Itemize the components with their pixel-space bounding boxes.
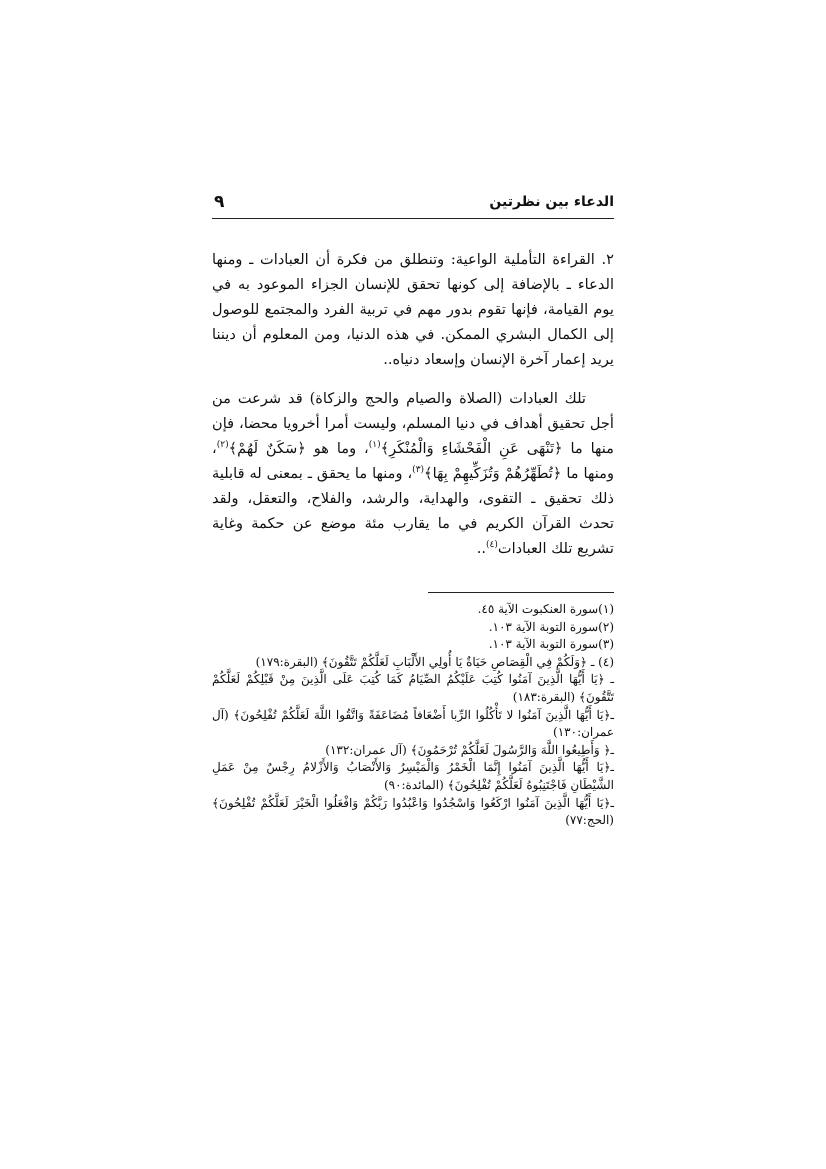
footnote-4-verse-6: ـ﴿يَا أَيُّهَا الَّذِينَ آمَنُوا ارْكَعُوا وَاسْجُدُوا وَاعْبُدُوا رَبَّكُمْ وَافْعَلُوا الْخَيْرَ لَعَلَّكُمْ تُفْلِحُونَ﴾ (الحج:٧٧) xyxy=(212,795,614,828)
footnote-ref-2: (٢) xyxy=(216,440,229,451)
page-number: ٩ xyxy=(214,192,225,212)
footnote-4-verse-5: ـ﴿يَا أَيُّهَا الَّذِينَ آمَنُوا إِنَّمَا الْخَمْرُ وَالْمَيْسِرُ وَالأَنْصَابُ وَالأَزْلامُ رِجْسٌ مِنْ عَمَلِ الشَّيْطَانِ فَاجْتَنِبُوهُ لَعَلَّكُمْ تُفْلِحُونَ﴾ (المائدة:٩٠) xyxy=(212,760,614,792)
footnote-4-verse-4: ـ﴿ وَأَطِيعُوا اللَّهَ وَالرَّسُولَ لَعَلَّكُمْ تُرْحَمُونَ﴾ (آل عمران:١٣٢) xyxy=(325,742,614,757)
running-title: الدعاء بين نظرتين xyxy=(489,194,614,210)
footnote-2: (٢)سورة التوبة الآية ١٠٣. xyxy=(488,619,614,634)
footnote-3: (٣)سورة التوبة الآية ١٠٣. xyxy=(488,637,614,652)
quran-quote-1: ﴿تَنْهَى عَنِ الْفَحْشَاءِ وَالْمُنْكَرِ﴾ xyxy=(380,440,563,457)
footnote-4-verse-2: ـ ﴿يَا أَيُّهَا الَّذِينَ آمَنُوا كُتِبَ عَلَيْكُمُ الصِّيَامُ كَمَا كُتِبَ عَلَى الَّذِينَ مِنْ قَبْلِكُمْ لَعَلَّكُمْ تَتَّقُونَ﴾ (البقرة:١٨٣) xyxy=(212,672,614,704)
footnote-ref-3: (٣) xyxy=(412,465,425,476)
paragraph-2-text-e: .. xyxy=(476,540,486,557)
paragraph-2-text-c: ، ومنها ما xyxy=(212,440,614,482)
paragraph-1: ٢. القراءة التأملية الواعية: وتنطلق من فكرة أن العبادات ـ ومنها الدعاء ـ بالإضافة إلى كونها تحقق للإنسان الجزاء الموعود به في يوم القيامة، فإنها تقوم بدور مهم في تربية الفرد والمجتمع للوصول إلى الكمال البشري الممكن. في هذه الدنيا، ومن المعلوم أن ديننا يريد إعمار آخرة الإنسان وإسعاد دنياه.. xyxy=(212,251,614,368)
page-header xyxy=(212,192,614,219)
footnote-4-verse-3: ـ﴿يَا أَيُّهَا الَّذِينَ آمَنُوا لا تَأْكُلُوا الرِّبا أَضْعَافاً مُضَاعَفَةً وَاتَّقُوا اللَّهَ لَعَلَّكُمْ تُفْلِحُونَ﴾ (آل عمران:١٣٠) xyxy=(212,707,614,740)
quran-quote-3: ﴿تُطَهِّرُهُمْ وَتُزَكِّيهِمْ بِهَا﴾ xyxy=(424,465,562,482)
paragraph-2-text-d: ، ومنها ما يحقق ـ بمعنى له قابلية ذلك تحقيق ـ التقوى، والهداية، والرشد، والفلاح، والتعقل، ولقد تحدث القرآن الكريم في ما يقارب مئة موضع عن حكمة وغاية تشريع تلك العبادات xyxy=(212,465,614,557)
footnote-ref-4: (٤) xyxy=(486,540,498,551)
paragraph-2-text-a: تلك العبادات (الصلاة والصيام والحج والزكاة) قد شرعت من أجل تحقيق أهداف في دنيا المسلم، وليست أمرا أخرويا محضا، فإن منها ما xyxy=(212,390,614,457)
footnote-1: (١)سورة العنكبوت الآية ٤٥. xyxy=(477,602,614,616)
footnote-4: (٤) ـ ﴿وَلَكُمْ فِي الْقِصَاصِ حَيَاةٌ يَا أُولِي الأَلْبَابِ لَعَلَّكُمْ تَتَّقُونَ﴾ (البقرة:١٧٩) xyxy=(255,654,614,669)
body-text xyxy=(212,247,614,561)
paragraph-2-text-b: ، وما هو xyxy=(305,440,369,457)
footnote-ref-1: (١) xyxy=(368,440,381,451)
paragraph-2 xyxy=(212,386,614,561)
quran-quote-2: ﴿سَكَنٌ لَهُمْ﴾ xyxy=(228,440,306,457)
footnote-separator xyxy=(428,592,614,593)
footnotes xyxy=(212,601,614,830)
